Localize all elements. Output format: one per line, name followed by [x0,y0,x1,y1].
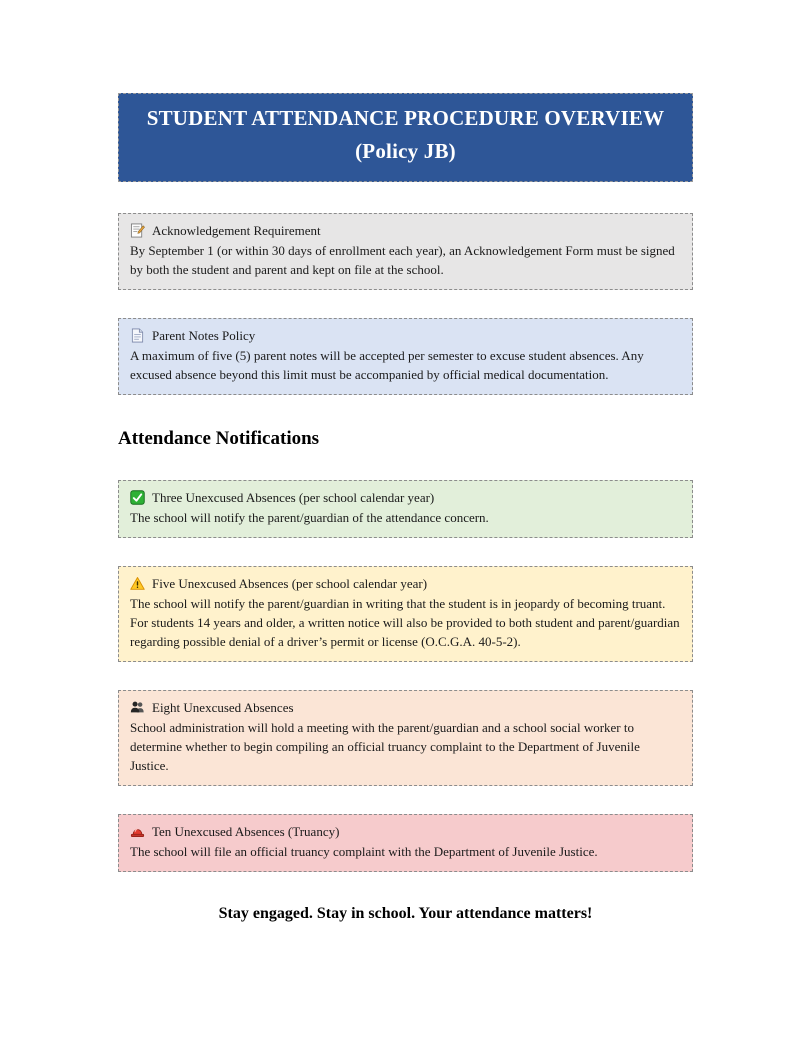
warning-icon [130,576,145,591]
callout-acknowledgement-requirement [118,213,693,290]
callout-body: By September 1 (or within 30 days of enrollment each year), an Acknowledgement Form must be signed by both the student and parent and kept on file at the school. [130,243,675,277]
callout-body: School administration will hold a meeting with the parent/guardian and a school social worker to determine whether to begin compiling an official truancy complaint to the Department of Juvenile Justice. [130,720,640,773]
callout-title: Acknowledgement Requirement [152,223,321,238]
callout-body: For students 14 years and older, a written notice will also be provided to both student and parent/guardian regarding possible denial of a driver’s permit or license (O.C.G.A. 40-5-2). [130,615,680,649]
callout-body: The school will file an official truancy complaint with the Department of Juvenile Justice. [130,844,598,859]
siren-icon [130,824,145,839]
section-heading-attendance-notifications: Attendance Notifications [118,428,320,449]
people-icon [130,700,145,715]
callout-ten-unexcused-absences [118,814,693,872]
callout-eight-unexcused-absences [118,690,693,786]
callout-parent-notes-policy [118,318,693,395]
callout-three-unexcused-absences [118,480,693,538]
callout-body: A maximum of five (5) parent notes will be accepted per semester to excuse student absences. Any excused absence beyond this limit must be accompanied by official medical documentation. [130,348,644,382]
callout-title: Ten Unexcused Absences (Truancy) [152,824,340,839]
check-icon [130,490,145,505]
callout-five-unexcused-absences [118,566,693,662]
memo-icon [130,223,145,238]
callout-title: Parent Notes Policy [152,328,256,343]
page-icon [130,328,145,343]
callout-title: Three Unexcused Absences (per school calendar year) [152,490,435,505]
callout-title: Five Unexcused Absences (per school calendar year) [152,576,428,591]
page-title-line-2: (Policy JB) [355,139,456,163]
callout-body: The school will notify the parent/guardian in writing that the student is in jeopardy of becoming truant. [130,596,666,611]
title-banner [118,93,693,182]
footer-slogan: Stay engaged. Stay in school. Your attendance matters! [218,905,593,922]
page-title-line-1: STUDENT ATTENDANCE PROCEDURE OVERVIEW [146,106,665,130]
callout-body: The school will notify the parent/guardian of the attendance concern. [130,510,489,525]
callout-title: Eight Unexcused Absences [152,700,294,715]
